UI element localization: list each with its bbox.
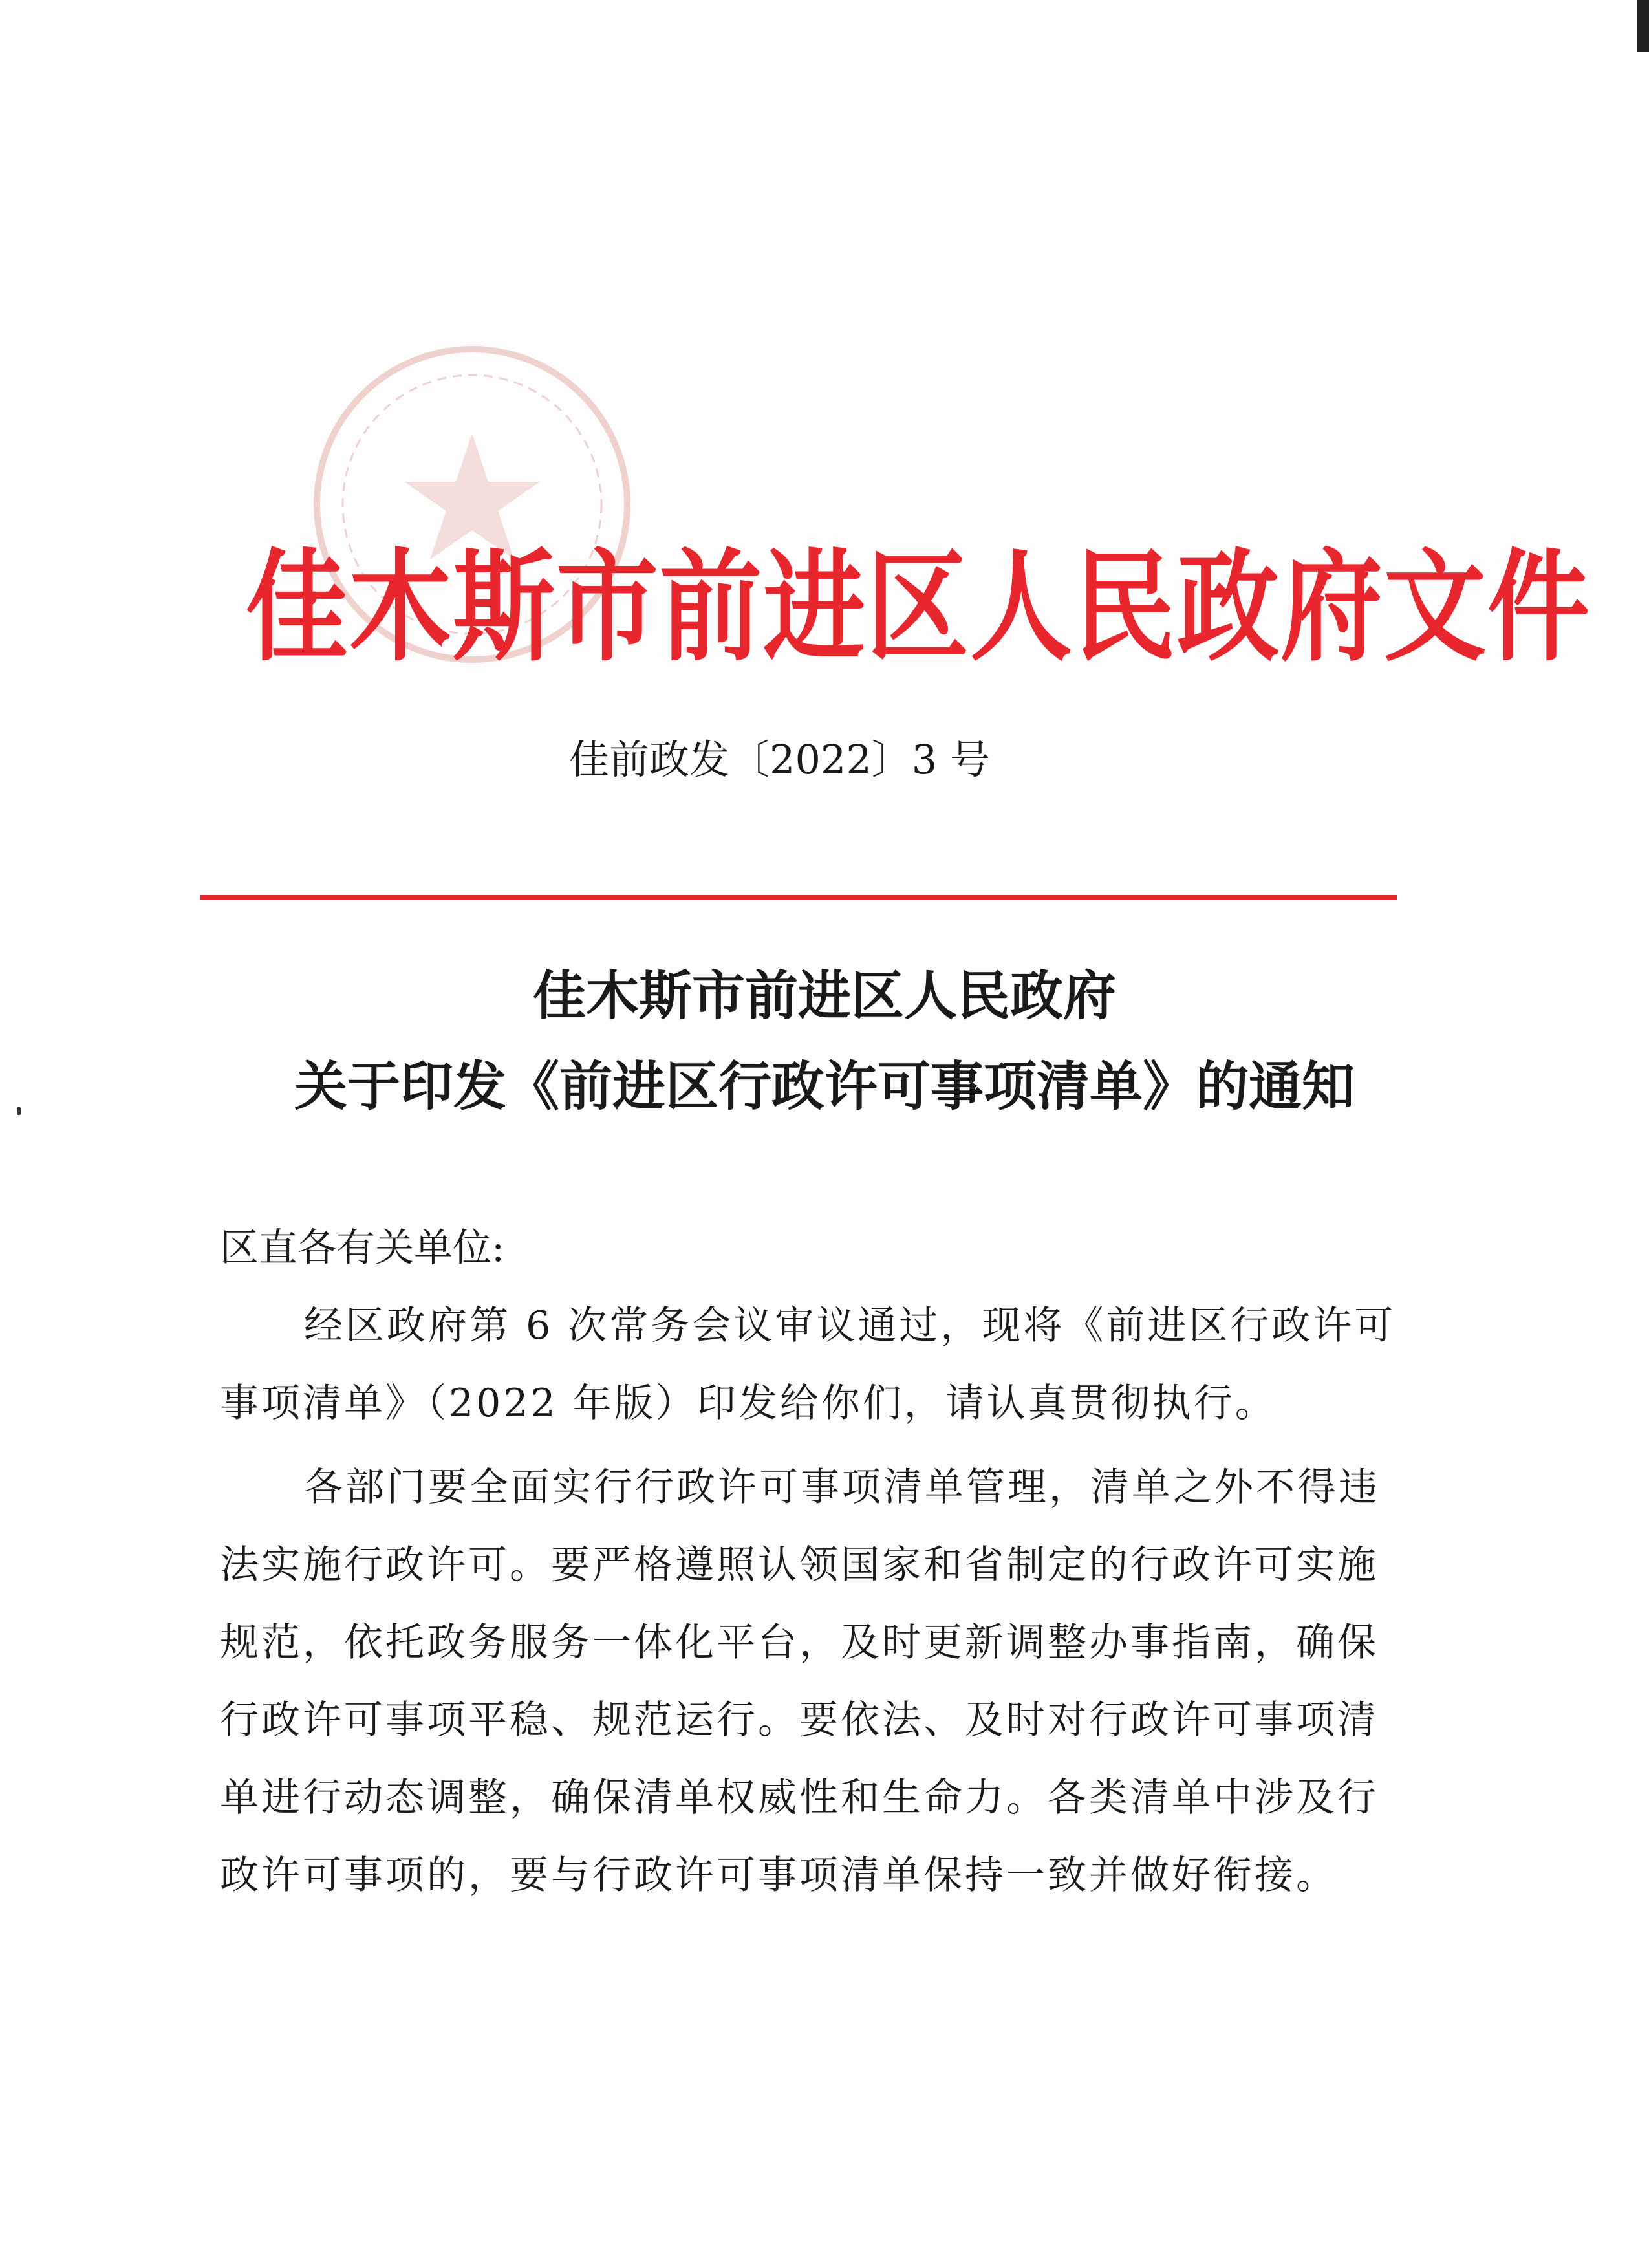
scan-edge-shadow — [1637, 0, 1649, 52]
notice-title-line-1: 佳木斯市前进区人民政府 — [532, 965, 1116, 1027]
notice-title-line-2: 关于印发《前进区行政许可事项清单》的通知 — [294, 1055, 1355, 1118]
body-paragraph-1-line-1: 经区政府第 6 次常务会议审议通过，现将《前进区行政许可 — [304, 1303, 1396, 1348]
body-paragraph-2-line-1: 各部门要全面实行行政许可事项清单管理，清单之外不得违 — [304, 1465, 1380, 1510]
body-paragraph-1-line-2: 事项清单》（2022 年版）印发给你们，请认真贯彻执行。 — [220, 1381, 1277, 1426]
salutation: 区直各有关单位: — [220, 1226, 505, 1271]
body-paragraph-2-line-6: 政许可事项的，要与行政许可事项清单保持一致并做好衔接。 — [220, 1853, 1337, 1898]
issuer-document-header: 佳木斯市前进区人民政府文件 — [246, 537, 1591, 678]
body-paragraph-2-line-3: 规范，依托政务服务一体化平台，及时更新调整办事指南，确保 — [220, 1620, 1379, 1665]
body-paragraph-2-line-2: 法实施行政许可。要严格遵照认领国家和省制定的行政许可实施 — [220, 1542, 1379, 1588]
document-number: 佳前政发〔2022〕3 号 — [569, 736, 990, 783]
red-divider-line — [200, 895, 1397, 900]
scan-artifact — [17, 1107, 21, 1115]
body-paragraph-2-line-4: 行政许可事项平稳、规范运行。要依法、及时对行政许可事项清 — [220, 1698, 1379, 1743]
body-paragraph-2-line-5: 单进行动态调整，确保清单权威性和生命力。各类清单中涉及行 — [220, 1775, 1379, 1820]
